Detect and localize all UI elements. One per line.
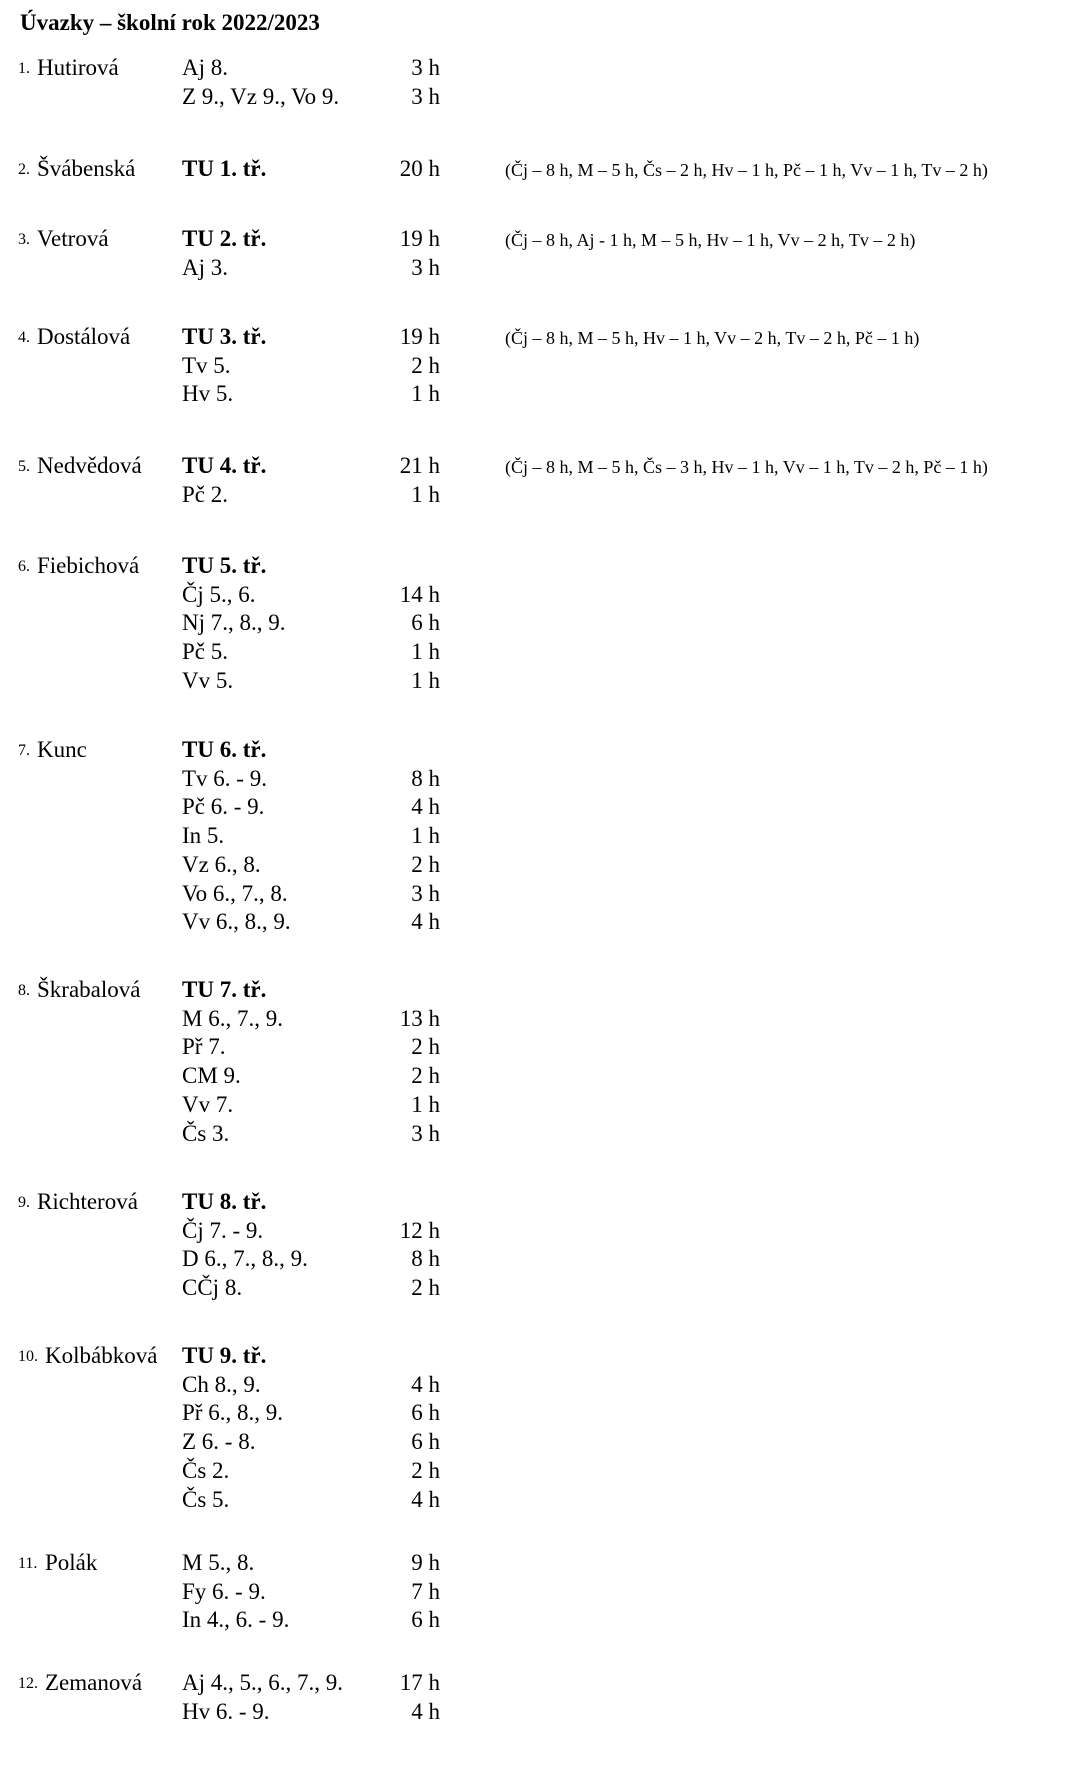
subject-cell: M 5., 8.: [182, 1550, 255, 1575]
subject-cell: TU 9. tř.: [182, 1343, 267, 1368]
subject-cell: Nj 7., 8., 9.: [182, 610, 286, 636]
assignment-row: [0, 381, 1071, 410]
teacher-name: Hutirová: [37, 55, 119, 80]
teacher-name: Richterová: [37, 1189, 138, 1214]
teacher-name: Škrabalová: [37, 977, 141, 1002]
hours-cell: 14 h: [399, 581, 440, 607]
teacher-name: Kolbábková: [45, 1343, 158, 1368]
teacher-name: Polák: [45, 1550, 98, 1575]
subject-cell: Čs 5.: [182, 1486, 230, 1512]
subject-cell: TU 2. tř.: [182, 226, 267, 251]
subject-cell: Z 6. - 8.: [182, 1429, 256, 1455]
subject-cell: Hv 5.: [182, 381, 234, 407]
document-title: Úvazky – školní rok 2022/2023: [20, 10, 320, 35]
teacher-number: 11.: [18, 1555, 38, 1572]
teacher-number: 3.: [18, 231, 30, 248]
subject-cell: TU 3. tř.: [182, 324, 267, 349]
assignment-row: [0, 1189, 1071, 1218]
teacher-name: Švábenská: [37, 156, 136, 181]
assignment-row: [0, 1487, 1071, 1516]
subject-cell: Pč 6. - 9.: [182, 794, 265, 820]
hours-cell: 6 h: [411, 1429, 440, 1455]
hours-cell: 4 h: [411, 794, 440, 820]
subject-cell: Čs 2.: [182, 1457, 230, 1483]
teacher-number: 9.: [18, 1194, 30, 1211]
assignment-row: [0, 1400, 1071, 1429]
subject-breakdown-note: (Čj – 8 h, Aj - 1 h, M – 5 h, Hv – 1 h, Vv – 2 h, Tv – 2 h): [505, 230, 916, 250]
hours-cell: 12 h: [399, 1217, 440, 1243]
subject-cell: TU 7. tř.: [182, 977, 267, 1002]
subject-cell: CČj 8.: [182, 1275, 243, 1301]
assignment-row: [0, 1092, 1071, 1121]
subject-cell: Vo 6., 7., 8.: [182, 880, 288, 906]
subject-cell: CM 9.: [182, 1063, 241, 1089]
hours-cell: 1 h: [411, 823, 440, 849]
assignment-row: [0, 1034, 1071, 1063]
assignment-row: [0, 84, 1071, 113]
assignment-row: [0, 1699, 1071, 1728]
subject-cell: Čj 7. - 9.: [182, 1217, 264, 1243]
subject-cell: Aj 4., 5., 6., 7., 9.: [182, 1670, 343, 1695]
hours-cell: 3 h: [411, 880, 440, 906]
subject-cell: TU 6. tř.: [182, 737, 267, 762]
hours-cell: 2 h: [411, 352, 440, 378]
hours-cell: 13 h: [399, 1005, 440, 1031]
hours-cell: 2 h: [411, 1275, 440, 1301]
assignment-row: [0, 1458, 1071, 1487]
assignment-row: [0, 823, 1071, 852]
teacher-number: 12.: [18, 1675, 38, 1692]
assignment-row: [0, 1246, 1071, 1275]
hours-cell: 4 h: [411, 1698, 440, 1724]
assignment-row: [0, 1550, 1071, 1579]
assignment-row: [0, 1275, 1071, 1304]
hours-cell: 6 h: [411, 1607, 440, 1633]
assignment-row: [0, 1579, 1071, 1608]
hours-cell: 2 h: [411, 1034, 440, 1060]
teacher-number: 1.: [18, 60, 30, 77]
assignment-row: [0, 794, 1071, 823]
assignment-row: [0, 1218, 1071, 1247]
hours-cell: 9 h: [411, 1550, 440, 1575]
subject-cell: Tv 5.: [182, 352, 231, 378]
hours-cell: 2 h: [411, 1063, 440, 1089]
assignment-row: [0, 1121, 1071, 1150]
assignment-row: [0, 1372, 1071, 1401]
subject-cell: TU 1. tř.: [182, 156, 267, 181]
hours-cell: 1 h: [411, 1091, 440, 1117]
hours-cell: 6 h: [411, 1400, 440, 1426]
assignment-row: [0, 639, 1071, 668]
subject-cell: Aj 8.: [182, 55, 228, 80]
hours-cell: 1 h: [411, 381, 440, 407]
assignment-row: [0, 977, 1071, 1006]
hours-cell: 4 h: [411, 1486, 440, 1512]
teacher-name: Zemanová: [45, 1670, 143, 1695]
subject-cell: Pč 5.: [182, 639, 228, 665]
assignment-row: [0, 324, 1071, 353]
teacher-name: Fiebichová: [37, 553, 140, 578]
hours-cell: 1 h: [411, 639, 440, 665]
subject-breakdown-note: (Čj – 8 h, M – 5 h, Čs – 2 h, Hv – 1 h, Pč – 1 h, Vv – 1 h, Tv – 2 h): [505, 160, 988, 180]
assignment-row: [0, 881, 1071, 910]
hours-cell: 4 h: [411, 909, 440, 935]
assignment-row: [0, 156, 1071, 185]
assignment-row: [0, 353, 1071, 382]
assignment-row: [0, 909, 1071, 938]
hours-cell: 8 h: [411, 1246, 440, 1272]
hours-cell: 6 h: [411, 610, 440, 636]
subject-cell: Ch 8., 9.: [182, 1371, 261, 1397]
teacher-name: Kunc: [37, 737, 87, 762]
subject-cell: D 6., 7., 8., 9.: [182, 1246, 308, 1272]
assignment-row: [0, 852, 1071, 881]
teacher-name: Dostálová: [37, 324, 131, 349]
teacher-number: 6.: [18, 558, 30, 575]
hours-cell: 1 h: [411, 667, 440, 693]
subject-cell: TU 5. tř.: [182, 553, 267, 578]
assignment-row: [0, 1063, 1071, 1092]
assignment-row: [0, 55, 1071, 84]
subject-cell: Z 9., Vz 9., Vo 9.: [182, 83, 340, 109]
hours-cell: 3 h: [411, 254, 440, 280]
assignment-row: [0, 1429, 1071, 1458]
assignment-row: [0, 610, 1071, 639]
teacher-number: 2.: [18, 161, 30, 178]
assignment-row: [0, 482, 1071, 511]
hours-cell: 20 h: [399, 156, 440, 181]
teacher-number: 4.: [18, 329, 30, 346]
subject-breakdown-note: (Čj – 8 h, M – 5 h, Hv – 1 h, Vv – 2 h, Tv – 2 h, Pč – 1 h): [505, 328, 920, 348]
hours-cell: 7 h: [411, 1578, 440, 1604]
hours-cell: 3 h: [411, 1120, 440, 1146]
subject-cell: Tv 6. - 9.: [182, 765, 267, 791]
subject-cell: Př 7.: [182, 1034, 226, 1060]
subject-cell: Hv 6. - 9.: [182, 1698, 270, 1724]
teacher-name: Vetrová: [37, 226, 109, 251]
assignment-row: [0, 1343, 1071, 1372]
assignment-row: [0, 1006, 1071, 1035]
assignment-row: [0, 1670, 1071, 1699]
assignment-row: [0, 766, 1071, 795]
assignment-row: [0, 668, 1071, 697]
subject-cell: Vv 6., 8., 9.: [182, 909, 291, 935]
teacher-number: 7.: [18, 742, 30, 759]
hours-cell: 21 h: [399, 453, 440, 478]
subject-breakdown-note: (Čj – 8 h, M – 5 h, Čs – 3 h, Hv – 1 h, Vv – 1 h, Tv – 2 h, Pč – 1 h): [505, 457, 988, 477]
subject-cell: Pč 2.: [182, 481, 228, 507]
subject-cell: TU 4. tř.: [182, 453, 267, 478]
teacher-number: 8.: [18, 982, 30, 999]
subject-cell: Čs 3.: [182, 1120, 230, 1146]
hours-cell: 2 h: [411, 1457, 440, 1483]
hours-cell: 19 h: [399, 226, 440, 251]
assignment-row: [0, 453, 1071, 482]
subject-cell: TU 8. tř.: [182, 1189, 267, 1214]
assignment-row: [0, 226, 1071, 255]
assignment-row: [0, 582, 1071, 611]
hours-cell: 4 h: [411, 1371, 440, 1397]
subject-cell: Vv 7.: [182, 1091, 234, 1117]
hours-cell: 3 h: [411, 55, 440, 80]
hours-cell: 8 h: [411, 765, 440, 791]
assignment-row: [0, 1607, 1071, 1636]
subject-cell: Vv 5.: [182, 667, 234, 693]
hours-cell: 3 h: [411, 83, 440, 109]
subject-cell: In 5.: [182, 823, 225, 849]
subject-cell: In 4., 6. - 9.: [182, 1607, 290, 1633]
subject-cell: Fy 6. - 9.: [182, 1578, 266, 1604]
teacher-number: 10.: [18, 1348, 38, 1365]
assignment-row: [0, 737, 1071, 766]
assignment-row: [0, 553, 1071, 582]
hours-cell: 2 h: [411, 851, 440, 877]
subject-cell: M 6., 7., 9.: [182, 1005, 283, 1031]
hours-cell: 17 h: [399, 1670, 440, 1695]
teacher-number: 5.: [18, 458, 30, 475]
subject-cell: Aj 3.: [182, 254, 228, 280]
hours-cell: 1 h: [411, 481, 440, 507]
hours-cell: 19 h: [399, 324, 440, 349]
teacher-name: Nedvědová: [37, 453, 142, 478]
subject-cell: Př 6., 8., 9.: [182, 1400, 283, 1426]
assignment-row: [0, 255, 1071, 284]
subject-cell: Čj 5., 6.: [182, 581, 256, 607]
subject-cell: Vz 6., 8.: [182, 851, 261, 877]
